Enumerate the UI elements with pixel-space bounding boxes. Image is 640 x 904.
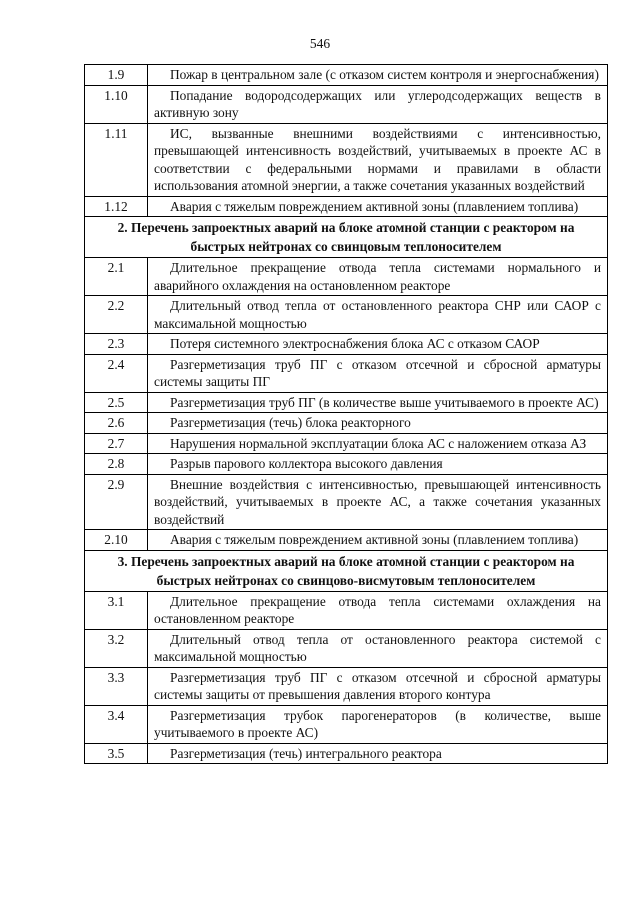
item-description-cell	[148, 454, 608, 475]
table-row	[85, 667, 608, 705]
item-description: Разгерметизация (течь) блока реакторного	[170, 415, 411, 430]
item-number: 2.9	[85, 474, 148, 530]
item-description: Разгерметизация труб ПГ с отказом отсечной и сбросной арматуры системы защиты от превышения давления второго контура	[154, 669, 601, 702]
item-description-cell	[148, 530, 608, 551]
item-description-cell	[148, 629, 608, 667]
item-number: 1.10	[85, 85, 148, 123]
item-description-cell	[148, 296, 608, 334]
table-row	[85, 705, 608, 743]
item-description: Разгерметизация труб ПГ с отказом отсечной и сбросной арматуры системы защиты ПГ	[154, 356, 601, 389]
item-description: Пожар в центральном зале (с отказом систем контроля и энергоснабжения)	[170, 67, 599, 82]
item-number: 3.2	[85, 629, 148, 667]
item-number: 2.4	[85, 354, 148, 392]
table-body	[85, 65, 608, 764]
item-description: Длительное прекращение отвода тепла системами охлаждения на остановленном реакторе	[154, 593, 601, 626]
table-row	[85, 392, 608, 413]
table-row	[85, 454, 608, 475]
item-description: Разгерметизация трубок парогенераторов (в количестве, выше учитываемого в проекте АС)	[154, 707, 601, 740]
table-row	[85, 65, 608, 86]
item-description-cell	[148, 334, 608, 355]
item-number: 2.10	[85, 530, 148, 551]
item-description: Длительный отвод тепла от остановленного реактора СНР или САОР с максимальной мощностью	[154, 298, 601, 331]
page-number: 546	[309, 36, 331, 51]
item-description: Внешние воздействия с интенсивностью, превышающей интенсивность воздействий, учитываемых в проекте АС, а также сочетания указанных воздействий	[154, 476, 601, 527]
table-row	[85, 85, 608, 123]
item-description: Авария с тяжелым повреждением активной зоны (плавлением топлива)	[170, 532, 579, 547]
item-number: 2.8	[85, 454, 148, 475]
item-description-cell	[148, 392, 608, 413]
item-number: 2.3	[85, 334, 148, 355]
item-description-cell	[148, 591, 608, 629]
table-row	[85, 474, 608, 530]
item-number: 2.6	[85, 413, 148, 434]
item-description-cell	[148, 474, 608, 530]
item-number: 3.4	[85, 705, 148, 743]
section-heading: 2. Перечень запроектных аварий на блоке атомной станции с реактором на быстрых нейтронах со свинцовым теплоносителем	[85, 217, 608, 258]
table-row	[85, 629, 608, 667]
item-description-cell	[148, 743, 608, 764]
item-description-cell	[148, 123, 608, 196]
item-description: Длительное прекращение отвода тепла системами нормального и аварийного охлаждения на остановленном реакторе	[154, 260, 601, 293]
table-row	[85, 743, 608, 764]
item-description: Авария с тяжелым повреждением активной зоны (плавлением топлива)	[170, 198, 579, 214]
item-description-cell	[148, 65, 608, 86]
item-description-cell	[148, 413, 608, 434]
section-heading: 3. Перечень запроектных аварий на блоке атомной станции с реактором на быстрых нейтронах со свинцово-висмутовым теплоносителем	[85, 550, 608, 591]
item-description: Длительный отвод тепла от остановленного реактора системой с максимальной мощностью	[154, 631, 601, 664]
table-row	[85, 591, 608, 629]
item-description-cell	[148, 705, 608, 743]
accident-list-table	[84, 64, 608, 764]
item-number: 2.5	[85, 392, 148, 413]
item-number: 3.5	[85, 743, 148, 764]
table-row	[85, 296, 608, 334]
item-number: 2.7	[85, 433, 148, 454]
item-description-cell	[148, 85, 608, 123]
item-description-cell	[148, 354, 608, 392]
item-description: ИС, вызванные внешними воздействиями с интенсивностью, превышающей интенсивность воздействий, учитываемых в проекте АС в соответствии с федеральными нормами и правилами в области использования атомной энергии, а также сочетания указанных воздействий	[154, 125, 601, 193]
item-description: Разрыв парового коллектора высокого давления	[170, 456, 443, 471]
item-description-cell	[148, 667, 608, 705]
table-row	[85, 196, 608, 217]
item-number: 1.12	[85, 196, 148, 217]
item-description: Разгерметизация труб ПГ (в количестве выше учитываемого в проекте АС)	[170, 394, 599, 410]
item-description-cell	[148, 258, 608, 296]
item-description: Нарушения нормальной эксплуатации блока АС с наложением отказа АЗ	[170, 435, 587, 451]
table-row	[85, 334, 608, 355]
table-row	[85, 530, 608, 551]
item-number: 2.2	[85, 296, 148, 334]
table-row	[85, 433, 608, 454]
table-row	[85, 258, 608, 296]
section-heading-row	[85, 217, 608, 258]
item-description-cell	[148, 196, 608, 217]
item-description: Потеря системного электроснабжения блока АС с отказом САОР	[170, 336, 540, 351]
section-heading-row	[85, 550, 608, 591]
item-number: 2.1	[85, 258, 148, 296]
item-number: 3.1	[85, 591, 148, 629]
item-number: 1.11	[85, 123, 148, 196]
item-number: 3.3	[85, 667, 148, 705]
table-row	[85, 413, 608, 434]
item-description: Разгерметизация (течь) интегрального реактора	[170, 745, 442, 761]
item-number: 1.9	[85, 65, 148, 86]
item-description: Попадание водородсодержащих или углеродсодержащих веществ в активную зону	[154, 87, 601, 120]
item-description-cell	[148, 433, 608, 454]
table-row	[85, 123, 608, 196]
table-row	[85, 354, 608, 392]
